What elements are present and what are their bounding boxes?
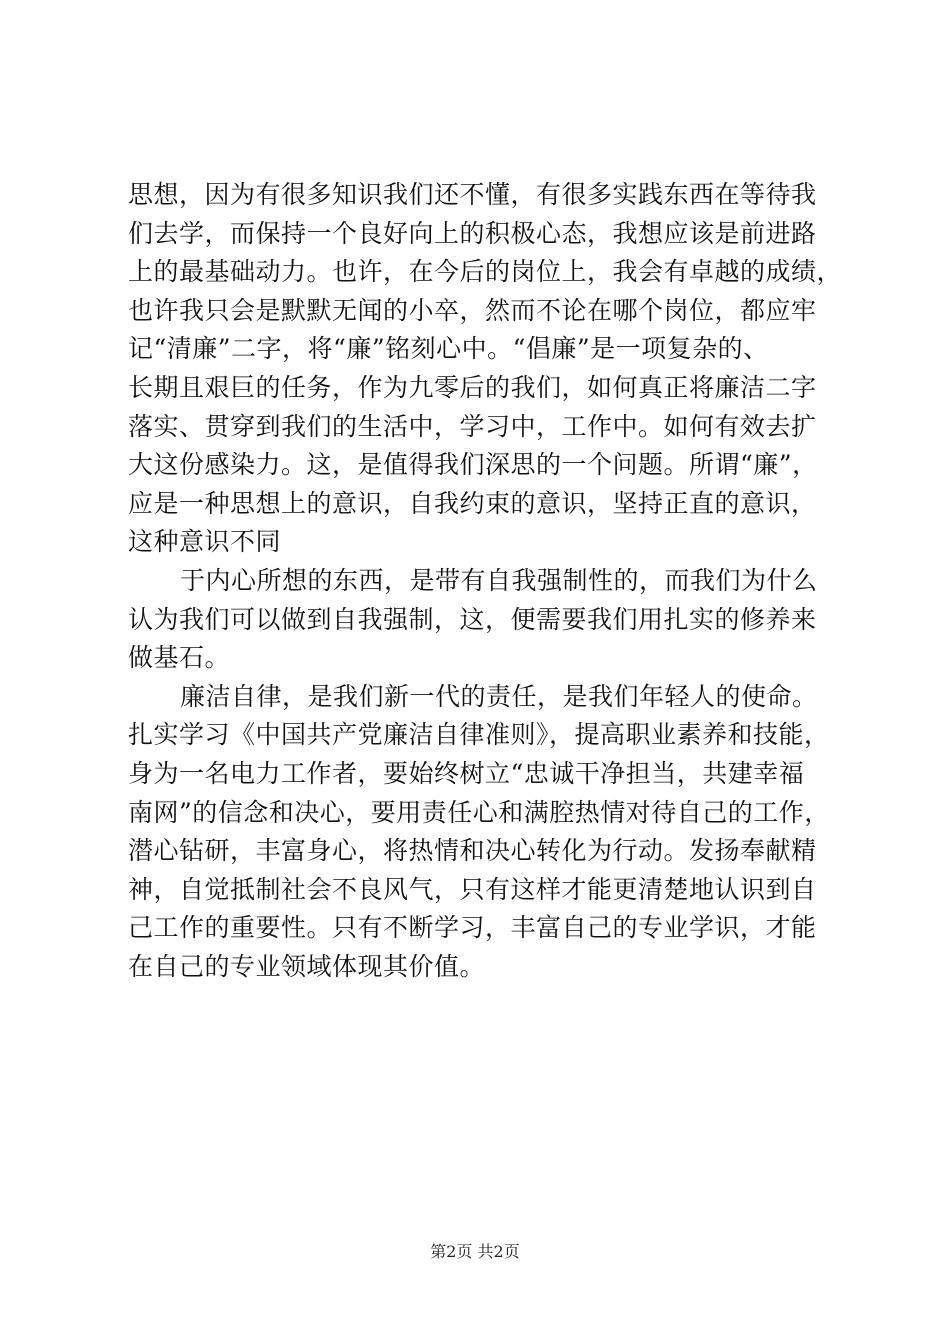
text-line: 大这份感染力。这，是值得我们深思的一个问题。所谓“廉”， [128,450,818,480]
text-line: 认为我们可以做到自我强制，这，便需要我们用扎实的修养来 [128,604,817,634]
text-line: 上的最基础动力。也许，在今后的岗位上，我会有卓越的成绩， [128,257,843,287]
text-line: 思想，因为有很多知识我们还不懂，有很多实践东西在等待我 [128,180,817,209]
paragraph-start-line: 于内心所想的东西，是带有自我强制性的，而我们为什么 [180,565,818,595]
text-line: 记“清廉”二字，将“廉”铭刻心中。“倡廉”是一项复杂的、 [128,334,769,364]
text-line: 长期且艰巨的任务，作为九零后的我们，如何真正将廉洁二字 [128,372,817,402]
text-line: 潜心钻研，丰富身心，将热情和决心转化为行动。发扬奉献精 [128,836,817,866]
page-number-footer: 第2页 共2页 [430,1242,520,1261]
text-line: 神，自觉抵制社会不良风气，只有这样才能更清楚地认识到自 [128,874,817,904]
text-line: 扎实学习《中国共产党廉洁自律准则》，提高职业素养和技能， [128,720,830,750]
text-line: 做基石。 [128,643,231,673]
text-line: 身为一名电力工作者，要始终树立“忠诚干净担当，共建幸福 [128,758,805,788]
text-line: 己工作的重要性。只有不断学习，丰富自己的专业学识，才能 [128,913,817,943]
text-line: 也许我只会是默默无闻的小卒，然而不论在哪个岗位，都应牢 [128,295,817,325]
text-line: 南网”的信念和决心，要用责任心和满腔热情对待自己的工作， [128,797,830,827]
text-line: 落实、贯穿到我们的生活中，学习中，工作中。如何有效去扩 [128,411,817,441]
paragraph-start-line: 廉洁自律，是我们新一代的责任，是我们年轻人的使命。 [180,681,818,711]
body-text [128,176,843,986]
text-line: 在自己的专业领域体现其价值。 [128,951,486,981]
text-line: 这种意识不同 [128,527,282,557]
text-line: 们去学，而保持一个良好向上的积极心态，我想应该是前进路 [128,218,817,248]
text-line: 应是一种思想上的意识，自我约束的意识，坚持正直的意识， [128,488,817,518]
